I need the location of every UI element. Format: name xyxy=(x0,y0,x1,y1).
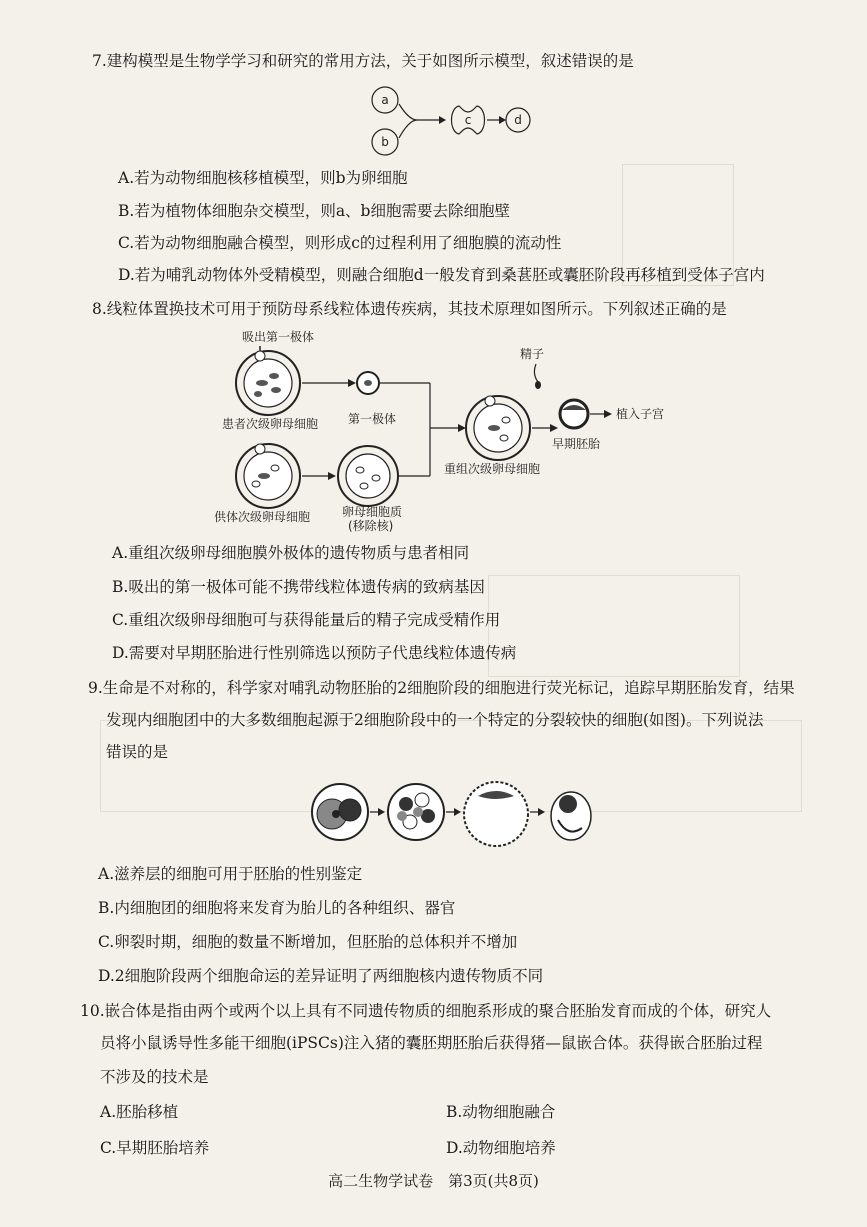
q8-option-b: B.吸出的第一极体可能不携带线粒体遗传病的致病基因 xyxy=(112,578,485,596)
q8-option-c: C.重组次级卵母细胞可与获得能量后的精子完成受精作用 xyxy=(112,611,501,629)
q9-stem-line-1: 9.生命是不对称的，科学家对哺乳动物胚胎的2细胞阶段的细胞进行荧光标记，追踪早期胚胎发育，结果 xyxy=(88,679,795,697)
q9-stem-line-2: 发现内细胞团中的大多数细胞起源于2细胞阶段中的一个特定的分裂较快的细胞(如图)。下列说法 xyxy=(106,711,764,729)
sperm-icon xyxy=(534,364,538,382)
q10-stem-line-3: 不涉及的技术是 xyxy=(100,1068,209,1086)
label-nucleus-removed: (移除核) xyxy=(348,519,394,533)
q7-model-diagram xyxy=(365,82,535,162)
label-cytoplasm: 卵母细胞质 xyxy=(342,505,403,519)
q9-option-d: D.2细胞阶段两个细胞命运的差异证明了两细胞核内遗传物质不同 xyxy=(98,967,544,985)
q9-option-a: A.滋养层的细胞可用于胚胎的性别鉴定 xyxy=(98,865,363,883)
cell-a-label: a xyxy=(381,93,389,107)
q8-option-a: A.重组次级卵母细胞膜外极体的遗传物质与患者相同 xyxy=(112,544,470,562)
q9-embryo-development-diagram xyxy=(306,772,596,854)
q7-option-d: D.若为哺乳动物体外受精模型，则融合细胞d一般发育到桑葚胚或囊胚阶段再移植到受体子宫内 xyxy=(118,266,765,284)
cell-c-label: c xyxy=(464,113,472,127)
bleed-through-box xyxy=(488,575,740,677)
q7-option-a: A.若为动物细胞核移植模型，则b为卵细胞 xyxy=(118,169,408,187)
q7-option-b: B.若为植物体细胞杂交模型，则a、b细胞需要去除细胞壁 xyxy=(118,202,510,220)
arrow-head-c xyxy=(439,116,446,124)
label-suck-polar: 吸出第一极体 xyxy=(242,330,315,344)
q10-option-b: B.动物细胞融合 xyxy=(446,1103,556,1121)
q10-option-d: D.动物细胞培养 xyxy=(446,1139,556,1157)
label-sperm: 精子 xyxy=(520,347,545,361)
q9-option-c: C.卵裂时期，细胞的数量不断增加，但胚胎的总体积并不增加 xyxy=(98,933,518,951)
q10-stem-line-1: 10.嵌合体是指由两个或两个以上具有不同遗传物质的细胞系形成的聚合胚胎发育而成的个体，研究人 xyxy=(80,1002,772,1020)
early-embryo xyxy=(560,400,588,428)
q10-option-c: C.早期胚胎培养 xyxy=(100,1139,210,1157)
page-footer: 高二生物学试卷 第3页(共8页) xyxy=(328,1172,539,1190)
q7-stem: 7.建构模型是生物学学习和研究的常用方法，关于如图所示模型，叙述错误的是 xyxy=(92,52,634,70)
label-implant-uterus: 植入子宫 xyxy=(616,407,665,421)
label-patient-oocyte: 患者次级卵母细胞 xyxy=(222,417,319,431)
merge-lines xyxy=(399,104,417,138)
arrow-head-d xyxy=(499,116,506,124)
q7-option-c: C.若为动物细胞融合模型，则形成c的过程利用了细胞膜的流动性 xyxy=(118,234,562,252)
label-recombined-oocyte: 重组次级卵母细胞 xyxy=(444,462,541,476)
q8-stem: 8.线粒体置换技术可用于预防母系线粒体遗传疾病，其技术原理如图所示。下列叙述正确的是 xyxy=(92,300,727,318)
label-donor-oocyte: 供体次级卵母细胞 xyxy=(214,510,311,524)
cell-b-label: b xyxy=(381,135,389,149)
label-first-polar-body: 第一极体 xyxy=(348,412,397,426)
cell-d-label: d xyxy=(514,113,522,127)
q10-stem-line-2: 员将小鼠诱导性多能干细胞(iPSCs)注入猪的囊胚期胚胎后获得猪—鼠嵌合体。获得嵌合胚胎过程 xyxy=(100,1034,763,1052)
q9-option-b: B.内细胞团的细胞将来发育为胎儿的各种组织、器官 xyxy=(98,899,456,917)
label-early-embryo: 早期胚胎 xyxy=(552,437,601,451)
q8-mitochondria-diagram xyxy=(200,328,720,533)
q9-stem-line-3: 错误的是 xyxy=(106,743,169,761)
q10-option-a: A.胚胎移植 xyxy=(100,1103,179,1121)
q8-option-d: D.需要对早期胚胎进行性别筛选以预防子代患线粒体遗传病 xyxy=(112,644,517,662)
